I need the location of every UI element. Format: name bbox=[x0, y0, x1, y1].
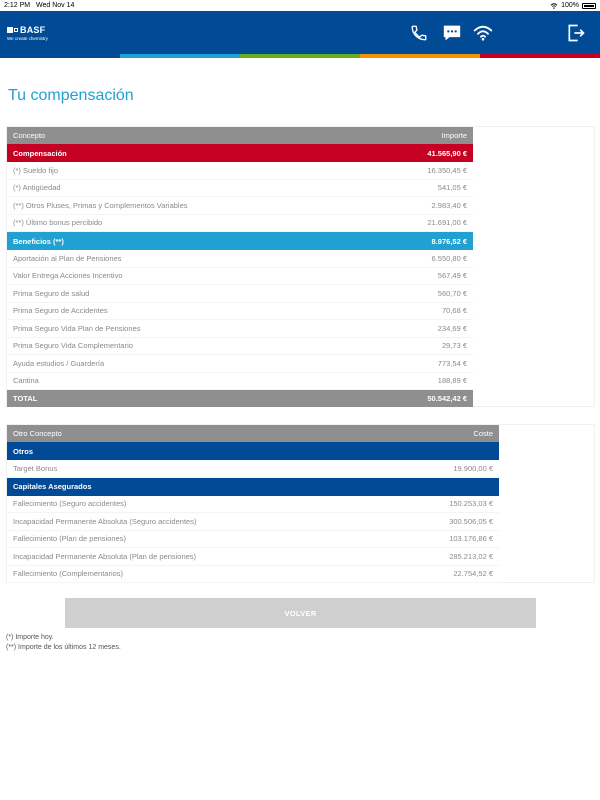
row-amount: 19.900,00 € bbox=[453, 463, 493, 473]
row-concept: Fallecimiento (Seguro accidentes) bbox=[13, 499, 127, 509]
row-concept: Prima Seguro de salud bbox=[13, 288, 90, 298]
row-concept: Prima Seguro Vida Plan de Pensiones bbox=[13, 323, 141, 333]
row-concept: Incapacidad Permanente Absoluta (Seguro accidentes) bbox=[13, 516, 197, 526]
table-row bbox=[7, 303, 473, 321]
row-amount: 773,54 € bbox=[437, 358, 467, 368]
battery-percent: 100% bbox=[561, 2, 579, 9]
table-row bbox=[7, 162, 473, 180]
row-concept: (**) Último bonus percibido bbox=[13, 218, 103, 228]
row-concept: Incapacidad Permanente Absoluta (Plan de pensiones) bbox=[13, 551, 197, 561]
row-concept: Fallecimiento (Plan de pensiones) bbox=[13, 534, 126, 544]
row-concept: (**) Otros Pluses, Primas y Complementos Variables bbox=[13, 200, 188, 210]
footnote-12-months: (**) Importe de los últimos 12 meses. bbox=[6, 644, 121, 651]
header-amount: Importe bbox=[441, 131, 467, 140]
basf-logo bbox=[7, 25, 48, 41]
table-row bbox=[7, 320, 473, 338]
row-amount: 234,69 € bbox=[437, 323, 467, 333]
table-row bbox=[7, 513, 499, 531]
row-amount: 21.691,00 € bbox=[427, 218, 467, 228]
row-concept: Target Bonus bbox=[13, 463, 58, 473]
section-label: Capitales Asegurados bbox=[13, 482, 92, 491]
table-row bbox=[7, 250, 473, 268]
row-amount: 150.253,03 € bbox=[449, 499, 493, 509]
row-concept: Ayuda estudios / Guardería bbox=[13, 358, 105, 368]
status-bar bbox=[0, 0, 600, 11]
row-amount: 285.213,02 € bbox=[449, 551, 493, 561]
table-row bbox=[7, 531, 499, 549]
row-concept: Prima Seguro de Accidentes bbox=[13, 306, 108, 316]
logout-icon[interactable] bbox=[565, 22, 587, 44]
chat-icon[interactable] bbox=[441, 22, 463, 44]
row-amount: 567,49 € bbox=[437, 271, 467, 281]
total-label: TOTAL bbox=[13, 394, 38, 403]
status-time: 2:12 PM bbox=[4, 2, 31, 9]
row-amount: 560,70 € bbox=[437, 288, 467, 298]
row-concept: Prima Seguro Vida Complementario bbox=[13, 341, 133, 351]
row-amount: 16.350,45 € bbox=[427, 165, 467, 175]
phone-icon[interactable] bbox=[408, 22, 430, 44]
page-title: Tu compensación bbox=[8, 87, 134, 104]
table-row bbox=[7, 197, 473, 215]
table-row bbox=[7, 460, 499, 478]
table-row bbox=[7, 215, 473, 233]
table-row bbox=[7, 566, 499, 584]
section-label: Compensación bbox=[13, 148, 67, 158]
section-total: 8.976,52 € bbox=[431, 236, 467, 246]
footnote-today: (*) Importe hoy. bbox=[6, 634, 54, 641]
section-capitales-asegurados bbox=[7, 478, 499, 496]
row-concept: (*) Sueldo fijo bbox=[13, 165, 59, 175]
header-amount: Coste bbox=[473, 429, 493, 438]
table-header bbox=[7, 127, 473, 144]
logo-text: BASF bbox=[20, 25, 46, 35]
table-row bbox=[7, 285, 473, 303]
header-concept: Concepto bbox=[13, 131, 46, 140]
wifi-icon[interactable] bbox=[472, 22, 494, 44]
row-concept: Fallecimiento (Complementarios) bbox=[13, 569, 124, 579]
total-amount: 50.542,42 € bbox=[427, 394, 467, 403]
app-header bbox=[0, 11, 600, 54]
section-total: 41.565,90 € bbox=[427, 148, 467, 158]
row-amount: 541,05 € bbox=[437, 183, 467, 193]
table-row bbox=[7, 548, 499, 566]
section-beneficios bbox=[7, 232, 473, 250]
row-concept: Valor Entrega Acciones Incentivo bbox=[13, 271, 123, 281]
table-row bbox=[7, 338, 473, 356]
other-concepts-table bbox=[6, 424, 595, 583]
section-compensacion bbox=[7, 144, 473, 162]
status-date: Wed Nov 14 bbox=[36, 2, 75, 9]
volver-button[interactable]: VOLVER bbox=[65, 598, 536, 628]
table-header bbox=[7, 425, 499, 442]
row-concept: Aportación al Plan de Pensiones bbox=[13, 253, 122, 263]
table-row bbox=[7, 180, 473, 198]
compensation-table bbox=[6, 126, 595, 407]
section-label: Otros bbox=[13, 446, 34, 456]
row-amount: 6.550,80 € bbox=[431, 253, 467, 263]
brand-stripe bbox=[0, 54, 600, 58]
section-otros bbox=[7, 442, 499, 460]
row-amount: 70,68 € bbox=[441, 306, 467, 316]
row-amount: 103.176,86 € bbox=[449, 534, 493, 544]
table-row bbox=[7, 373, 473, 391]
row-amount: 22.754,52 € bbox=[453, 569, 493, 579]
header-concept: Otro Concepto bbox=[13, 429, 62, 438]
total-row bbox=[7, 390, 473, 407]
row-amount: 300.506,05 € bbox=[449, 516, 493, 526]
row-amount: 188,89 € bbox=[437, 376, 467, 386]
table-row bbox=[7, 268, 473, 286]
wifi-status-icon bbox=[550, 3, 558, 9]
logo-tagline: We create chemistry bbox=[7, 36, 48, 41]
row-concept: (*) Antigüedad bbox=[13, 183, 61, 193]
status-right bbox=[550, 0, 596, 11]
row-concept: Cantina bbox=[13, 376, 39, 386]
table-row bbox=[7, 355, 473, 373]
table-row bbox=[7, 496, 499, 514]
row-amount: 29,73 € bbox=[441, 341, 467, 351]
battery-icon bbox=[582, 3, 596, 9]
section-label: Beneficios (**) bbox=[13, 236, 64, 246]
row-amount: 2.983,40 € bbox=[431, 200, 467, 210]
